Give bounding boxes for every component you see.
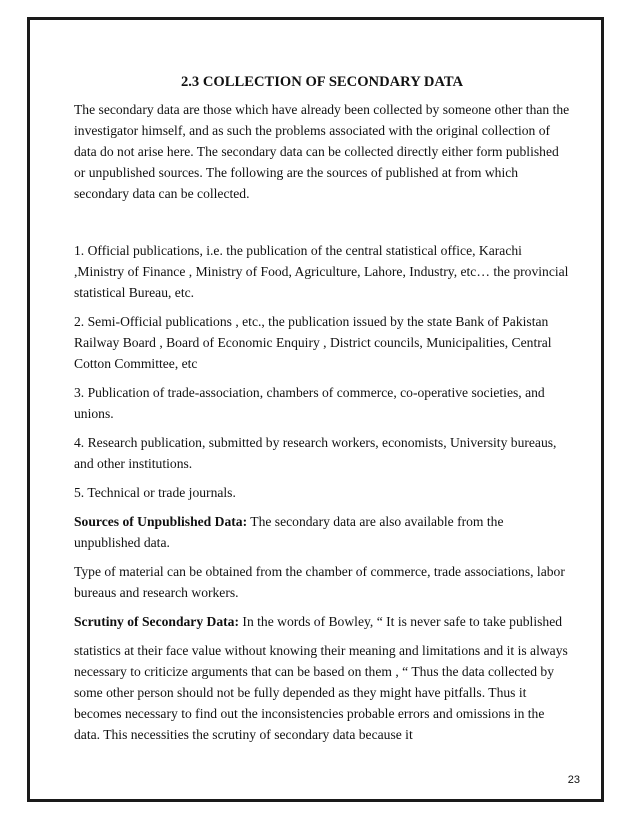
source-item-4: 4. Research publication, submitted by research workers, economists, University bureaus, and other institutions.: [74, 435, 557, 471]
scrutiny-text: In the words of Bowley, “ It is never safe to take published: [239, 614, 563, 629]
source-item-3: 3. Publication of trade-association, chambers of commerce, co-operative societies, and unions.: [74, 385, 545, 421]
scrutiny-paragraph: [74, 611, 570, 632]
unpublished-text: The secondary data are also available from the unpublished data.: [74, 514, 504, 550]
document-body: [74, 72, 570, 753]
source-item-1: 1. Official publications, i.e. the publication of the central statistical office, Karachi ,Ministry of Finance , Ministry of Food, Agriculture, Lahore, Industry, etc… the provincial statistical Bureau, etc.: [74, 243, 569, 300]
spacer: [74, 212, 570, 240]
intro-paragraph: The secondary data are those which have already been collected by someone other than the investigator himself, and as such the problems associated with the original collection of data do not arise here. The secondary data can be collected directly either form published or unpublished sources. The following are the sources of published at from which secondary data can be collected.: [74, 102, 570, 201]
source-item-5: 5. Technical or trade journals.: [74, 485, 236, 500]
section-title: 2.3 COLLECTION OF SECONDARY DATA: [180, 74, 464, 90]
page-number: 23: [567, 774, 580, 786]
unpublished-label: Sources of Unpublished Data:: [74, 514, 248, 529]
material-paragraph: Type of material can be obtained from the chamber of commerce, trade associations, labor bureaus and research workers.: [74, 564, 565, 600]
unpublished-paragraph: [74, 511, 570, 553]
scrutiny-label: Scrutiny of Secondary Data:: [74, 614, 240, 629]
continuation-paragraph: statistics at their face value without knowing their meaning and limitations and it is always necessary to criticize arguments that can be based on them , “ Thus the data collected by some other person should not be fully depended as they might have pitfalls. Thus it becomes necessary to find out the inconsistencies probable errors and omissions in the data. This necessities the scrutiny of secondary data because it: [74, 643, 568, 742]
source-item-2: 2. Semi-Official publications , etc., the publication issued by the state Bank of Pakistan Railway Board , Board of Economic Enquiry , District councils, Municipalities, Central Cotton Committee, etc: [74, 314, 552, 371]
